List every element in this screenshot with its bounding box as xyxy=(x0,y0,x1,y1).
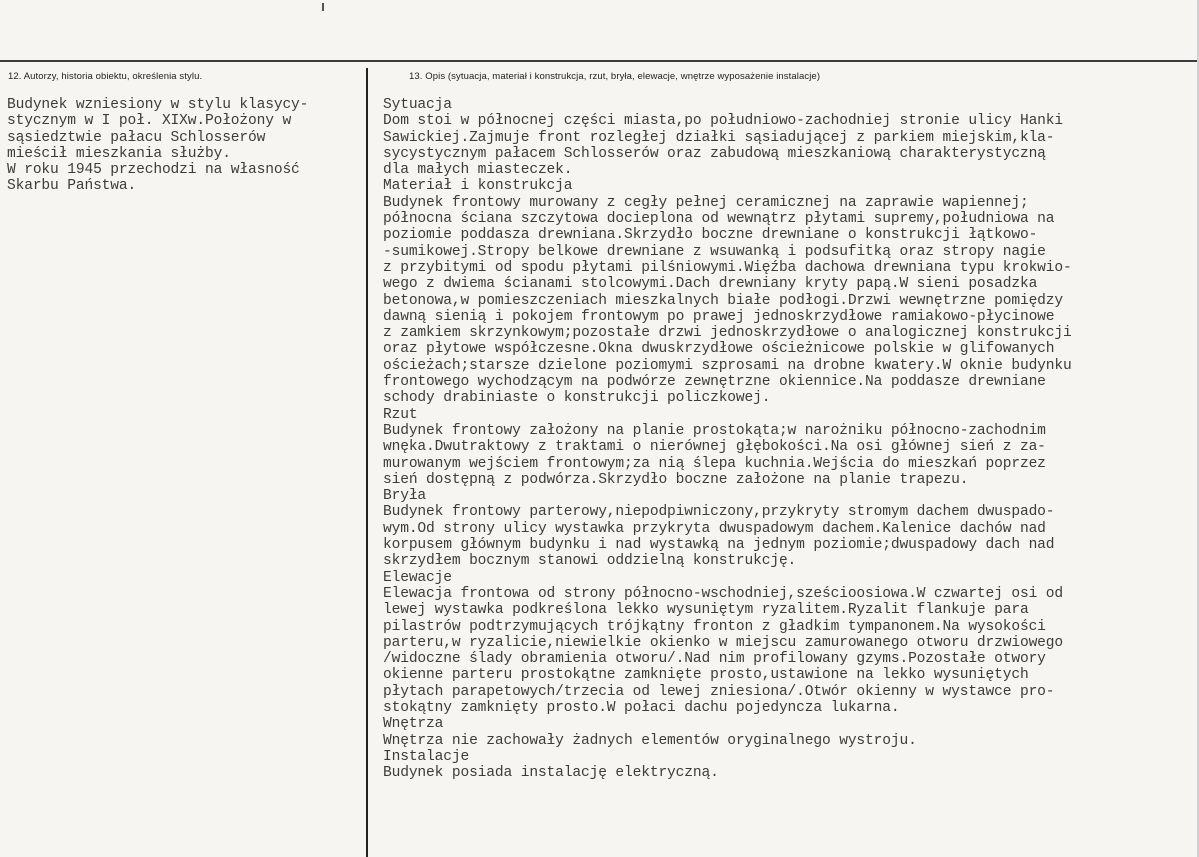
description-line: sień dostępną z podwórza.Skrzydło boczne założone na planie trapezu. xyxy=(383,471,969,488)
column-divider xyxy=(366,68,368,857)
description-line: skrzydłem bocznym stanowi oddzielną konstrukcję. xyxy=(383,553,797,570)
description-line: płytach parapetowych/trzecia od lewej zniesiona/.Otwór okienny w wystawce pro- xyxy=(383,683,1055,700)
description-line: sycystycznym pałacem Schlosserów oraz zabudową mieszkaniową charakterystyczną xyxy=(383,145,1046,162)
description-line: z przybitymi od spodu płytami pilśniowymi.Więźba dachowa drewniana typu krokwio- xyxy=(383,259,1072,276)
description-text xyxy=(383,97,1072,781)
history-text xyxy=(7,97,308,195)
history-line: W roku 1945 przechodzi na własność xyxy=(7,162,300,179)
history-line: Budynek wzniesiony w stylu klasycy- xyxy=(7,97,309,113)
description-line: dawną sienią i pokojem frontowym po prawej jednoskrzydłowe ramiakowo-płycinowe xyxy=(383,308,1055,325)
description-line: stokątny zamknięty prosto.W połaci dachu pojedyncza lukarna. xyxy=(383,699,900,716)
description-line: okienne parteru prostokątne zamknięte prosto,ustawione na lekko wysuniętych xyxy=(383,667,1029,684)
history-line: sąsiedztwie pałacu Schlosserów xyxy=(7,129,266,146)
description-line: Elewacje xyxy=(383,569,452,586)
description-line: wym.Od strony ulicy wystawka przykryta dwuspadowym dachem.Kalenice dachów nad xyxy=(383,520,1046,537)
description-line: wnęka.Dwutraktowy z traktami o nierównej głębokości.Na osi głównej sień z za- xyxy=(383,439,1046,456)
section-13-header: 13. Opis (sytuacja, materiał i konstrukcja, rzut, bryła, elewacje, wnętrze wyposażenie instalacje) xyxy=(409,71,821,82)
description-line: /widoczne ślady obramienia otworu/.Nad nim profilowany gzyms.Pozostałe otwory xyxy=(383,651,1046,668)
description-line: Sytuacja xyxy=(383,97,452,113)
description-line: dla małych miasteczek. xyxy=(383,162,573,179)
description-line: Budynek frontowy parterowy,niepodpiwniczony,przykryty stromym dachem dwuspado- xyxy=(383,504,1055,521)
description-line: korpusem głównym budynku i nad wystawką na jednym poziomie;dwuspadowy dach nad xyxy=(383,537,1055,554)
description-line: frontowego wychodzącym na podwórze zewnętrzne okiennice.Na poddasze drewniane xyxy=(383,374,1046,391)
description-line: Rzut xyxy=(383,406,418,423)
description-line: lewej wystawka podkreślona lekko wysuniętym ryzalitem.Ryzalit flankuje para xyxy=(383,602,1029,619)
description-line: Sawickiej.Zajmuje front rozległej działki sąsiadującej z parkiem miejskim,kla- xyxy=(383,129,1055,146)
description-line: schody drabiniaste o konstrukcji policzkowej. xyxy=(383,390,771,407)
description-line: ościeżach;starsze dzielone poziomymi szprosami na drobne kwatery.W oknie budynku xyxy=(383,357,1072,374)
description-line: północna ściana szczytowa docieplona od wewnątrz płytami supremy,południowa na xyxy=(383,211,1055,228)
description-line: wego z dwiema ścianami stolcowymi.Dach drewniany kryty papą.W sieni posadzka xyxy=(383,276,1038,293)
description-line: pilastrów podtrzymujących trójkątny fronton z gładkim tympanonem.Na wysokości xyxy=(383,618,1046,635)
description-line: Budynek frontowy założony na planie prostokąta;w narożniku północno-zachodnim xyxy=(383,422,1046,439)
description-line: Wnętrza nie zachowały żadnych elementów oryginalnego wystroju. xyxy=(383,732,917,749)
description-line: parteru,w ryzalicie,niewielkie okienko w miejscu zamurowanego otworu drzwiowego xyxy=(383,634,1064,651)
description-line: Dom stoi w północnej części miasta,po południowo-zachodniej stronie ulicy Hanki xyxy=(383,113,1064,130)
description-line: Wnętrza xyxy=(383,716,444,733)
description-line: Materiał i konstrukcja xyxy=(383,178,573,195)
description-line: murowanym wejściem frontowym;za nią ślepa kuchnia.Wejścia do mieszkań poprzez xyxy=(383,455,1046,472)
history-line: stycznym w I poł. XIXw.Położony w xyxy=(7,113,292,130)
description-line: z zamkiem skrzynkowym;pozostałe drzwi jednoskrzydłowe o analogicznej konstrukcji xyxy=(383,325,1072,342)
description-line: oraz płytowe współczesne.Okna dwuskrzydłowe ościeżnicowe polskie w glifowanych xyxy=(383,341,1055,358)
description-line: betonowa,w pomieszczeniach mieszkalnych białe podłogi.Drzwi wewnętrzne pomiędzy xyxy=(383,292,1064,309)
history-line: Skarbu Państwa. xyxy=(7,178,137,195)
description-line: Bryła xyxy=(383,488,427,505)
description-line: Budynek frontowy murowany z cegły pełnej ceramicznej na zaprawie wapiennej; xyxy=(383,194,1029,211)
description-line: -sumikowej.Stropy belkowe drewniane z wsuwanką i podsufitką oraz stropy nagie xyxy=(383,243,1046,260)
header-divider xyxy=(0,60,1199,62)
section-12-header: 12. Autorzy, historia obiektu, określenia stylu. xyxy=(8,71,203,82)
description-line: Budynek posiada instalację elektryczną. xyxy=(383,765,719,782)
description-line: Instalacje xyxy=(383,748,470,765)
punch-mark xyxy=(322,3,324,11)
history-line: mieścił mieszkania służby. xyxy=(7,145,231,162)
description-line: poziomie poddasza drewniana.Skrzydło boczne drewniane o konstrukcji łątkowo- xyxy=(383,227,1038,244)
description-line: Elewacja frontowa od strony północno-wschodniej,sześcioosiowa.W czwartej osi od xyxy=(383,585,1064,602)
